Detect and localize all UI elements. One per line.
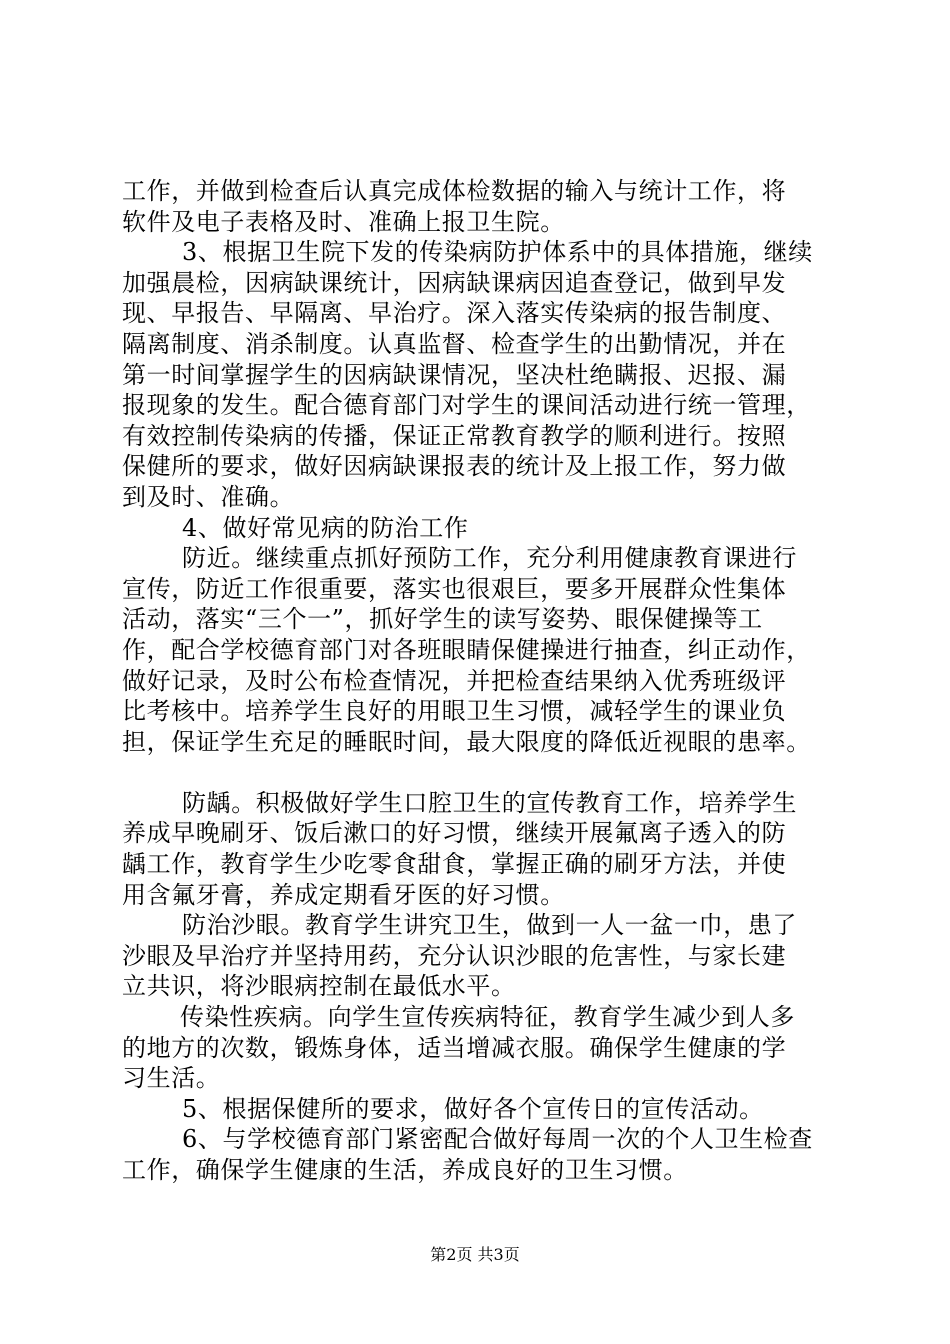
text-line: 第一时间掌握学生的因病缺课情况，坚决杜绝瞒报、迟报、漏 [122, 360, 787, 389]
paragraph-trachoma-line: 防治沙眼。教育学生讲究卫生，做到一人一盆一巾，患了 [182, 911, 797, 940]
text-line: 保健所的要求，做好因病缺课报表的统计及上报工作，努力做 [122, 452, 787, 481]
paragraph-infectious-line: 传染性疾病。向学生宣传疾病特征，教育学生减少到人多 [180, 1003, 795, 1032]
text-line: 用含氟牙膏，养成定期看牙医的好习惯。 [122, 880, 565, 909]
text-line: 宣传，防近工作很重要，落实也很艰巨，要多开展群众性集体 [122, 574, 787, 603]
text-line: 的地方的次数，锻炼身体，适当增减衣服。确保学生健康的学 [122, 1033, 787, 1062]
text-line: 工作，确保学生健康的生活，养成良好的卫生习惯。 [122, 1156, 688, 1184]
text-line: 隔离制度、消杀制度。认真监督、检查学生的出勤情况，并在 [122, 329, 787, 358]
text-line: 沙眼及早治疗并坚持用药，充分认识沙眼的危害性，与家长建 [122, 941, 787, 970]
text-line: 比考核中。培养学生良好的用眼卫生习惯，减轻学生的课业负 [122, 697, 787, 726]
text-line: 到及时、准确。 [122, 482, 295, 511]
item-3-line: 3、根据卫生院下发的传染病防护体系中的具体措施，继续 [182, 238, 813, 267]
text-line: 做好记录，及时公布检查情况，并把检查结果纳入优秀班级评 [122, 666, 787, 695]
paragraph-myopia-line: 防近。继续重点抓好预防工作，充分利用健康教育课进行 [182, 544, 797, 573]
text-line: 作，配合学校德育部门对各班眼睛保健操进行抽查，纠正动作， [122, 635, 811, 664]
text-line: 习生活。 [122, 1064, 221, 1093]
item-6-line: 6、与学校德育部门紧密配合做好每周一次的个人卫生检查 [182, 1125, 813, 1154]
page-number-footer: 第2页 共3页 [430, 1245, 520, 1264]
text-line: 活动，落实“三个一”，抓好学生的读写姿势、眼保健操等工 [122, 605, 763, 634]
text-line: 加强晨检，因病缺课统计，因病缺课病因追查登记，做到早发 [122, 268, 787, 297]
document-body [122, 176, 842, 1186]
paragraph-gap [122, 757, 842, 788]
text-line: 现、早报告、早隔离、早治疗。深入落实传染病的报告制度、 [122, 299, 787, 328]
text-line: 工作，并做到检查后认真完成体检数据的输入与统计工作，将 [122, 177, 787, 205]
text-line: 报现象的发生。配合德育部门对学生的课间活动进行统一管理， [122, 391, 811, 420]
text-line: 软件及电子表格及时、准确上报卫生院。 [122, 207, 565, 236]
paragraph-caries-line: 防龋。积极做好学生口腔卫生的宣传教育工作，培养学生 [182, 788, 797, 817]
text-line: 有效控制传染病的传播，保证正常教育教学的顺利进行。按照 [122, 421, 787, 450]
text-line: 养成早晚刷牙、饭后漱口的好习惯，继续开展氟离子透入的防 [122, 819, 787, 848]
item-5-line: 5、根据保健所的要求，做好各个宣传日的宣传活动。 [182, 1094, 764, 1123]
text-line: 担，保证学生充足的睡眠时间，最大限度的降低近视眼的患率。 [122, 727, 811, 756]
item-4-heading: 4、做好常见病的防治工作 [182, 513, 469, 542]
text-line: 龋工作，教育学生少吃零食甜食，掌握正确的刷牙方法，并使 [122, 850, 787, 879]
text-line: 立共识，将沙眼病控制在最低水平。 [122, 972, 516, 1001]
